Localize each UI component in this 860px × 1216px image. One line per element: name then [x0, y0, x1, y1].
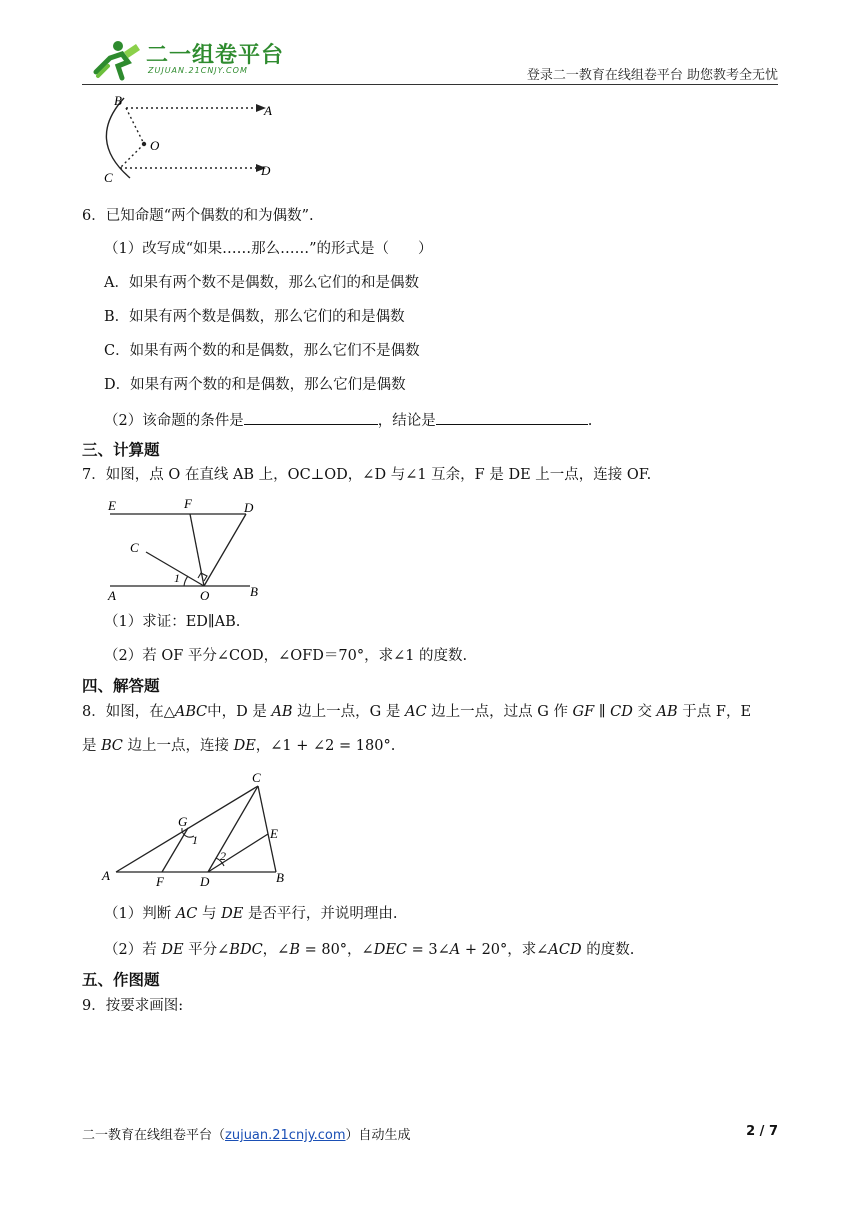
q6-part2: （2）该命题的条件是 ，结论是 . — [104, 409, 592, 431]
q8-part1: （1）判断 𝐴𝐶 与 𝐷𝐸 是否平行，并说明理由. — [104, 906, 398, 922]
fig8-label-E: E — [270, 826, 278, 841]
q7-part1: （1）求证：ED∥AB. — [104, 614, 241, 630]
section-4-title: 四、解答题 — [82, 677, 160, 695]
q8-stem-line2: 是 𝐵𝐶 边上一点，连接 𝐷𝐸，∠1 + ∠2 = 180°. — [82, 738, 396, 754]
fig5-label-A: A — [264, 103, 272, 118]
fig7-label-F: F — [184, 496, 192, 511]
figure-q8 — [100, 766, 300, 890]
footer-link[interactable]: zujuan.21cnjy.com — [225, 1128, 346, 1143]
section-5-title: 五、作图题 — [82, 971, 160, 989]
q8-stem-line1: 8．如图，在△𝐴𝐵𝐶中，D 是 𝐴𝐵 边上一点，G 是 𝐴𝐶 边上一点，过点 G 作 𝐺𝐹 ∥ 𝐶𝐷 交 𝐴𝐵 于点 F，E — [82, 704, 752, 720]
fig5-label-B: B — [114, 93, 122, 108]
q6-condition-blank[interactable] — [244, 409, 378, 425]
fig7-label-A: A — [108, 588, 116, 603]
q6-part1: （1）改写成“如果……那么……”的形式是（ ） — [104, 241, 433, 257]
q6-part2-conclusion-label: ，结论是 — [377, 413, 436, 429]
fig7-label-B: B — [250, 584, 258, 599]
q6-option-c[interactable]: C．如果有两个数的和是偶数，那么它们不是偶数 — [104, 343, 420, 359]
figure-q5 — [96, 90, 286, 190]
q6-conclusion-blank[interactable] — [436, 409, 588, 425]
page-number: 2 / 7 — [746, 1124, 778, 1139]
fig7-label-D: D — [244, 500, 254, 515]
header-slogan: 登录二一教育在线组卷平台 助您教考全无忧 — [526, 68, 778, 83]
fig7-label-C: C — [130, 540, 139, 555]
q8-part2: （2）若 𝐷𝐸 平分∠𝐵𝐷𝐶，∠𝐵 = 80°，∠𝐷𝐸𝐶 = 3∠𝐴 + 20°，求∠𝐴𝐶𝐷 的度数. — [104, 942, 635, 958]
fig5-label-D: D — [261, 163, 271, 178]
footer-source: 二一教育在线组卷平台（zujuan.21cnjy.com）自动生成 — [82, 1128, 411, 1143]
fig5-label-C: C — [104, 170, 113, 185]
figure-q7 — [100, 494, 270, 606]
fig7-label-O: O — [200, 588, 210, 603]
fig8-label-C: C — [252, 770, 261, 785]
q6-option-b[interactable]: B．如果有两个数是偶数，那么它们的和是偶数 — [104, 309, 405, 325]
logo-text: 二一组卷平台 — [146, 43, 285, 68]
q6-option-a[interactable]: A．如果有两个数不是偶数，那么它们的和是偶数 — [104, 275, 419, 291]
fig8-label-1: 1 — [192, 833, 198, 847]
fig8-label-B: B — [276, 870, 284, 885]
fig7-label-E: E — [108, 498, 116, 513]
fig7-label-1: 1 — [174, 571, 180, 585]
q6-part2-condition-label: （2）该命题的条件是 — [104, 413, 244, 429]
q7-stem: 7．如图，点 O 在直线 AB 上，OC⊥OD，∠D 与∠1 互余，F 是 DE 上一点，连接 OF. — [82, 467, 652, 483]
logo-subtext: ZUJUAN.21CNJY.COM — [148, 66, 248, 75]
q7-part2: （2）若 OF 平分∠COD，∠OFD＝70°，求∠1 的度数. — [104, 648, 468, 664]
fig5-label-O: O — [150, 138, 160, 153]
fig8-label-2: 2 — [220, 849, 226, 863]
q6-stem: 6．已知命题“两个偶数的和为偶数”. — [82, 208, 314, 224]
fig8-label-F: F — [156, 874, 164, 889]
logo[interactable] — [88, 36, 288, 82]
fig8-label-G: G — [178, 814, 188, 829]
section-3-title: 三、计算题 — [82, 441, 160, 459]
q6-option-d[interactable]: D．如果有两个数的和是偶数，那么它们是偶数 — [104, 377, 406, 393]
header-rule — [82, 84, 778, 85]
q9-stem: 9．按要求画图: — [82, 998, 184, 1014]
fig8-label-D: D — [200, 874, 210, 889]
fig8-label-A: A — [102, 868, 110, 883]
